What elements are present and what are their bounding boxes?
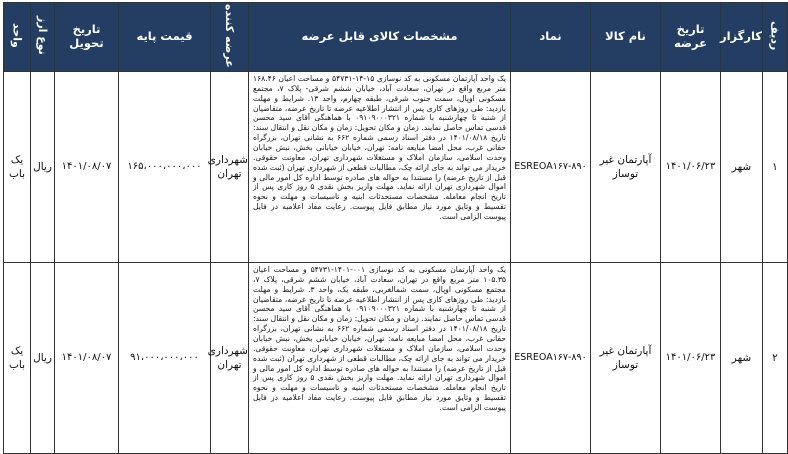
header-unit: واحد [4, 3, 31, 72]
cell-row-no: ۱ [763, 72, 788, 263]
cell-row-no: ۲ [763, 263, 788, 454]
table-row [4, 72, 788, 263]
cell-product-name: آپارتمان غیر توساز [591, 263, 661, 454]
cell-agent: شهر [721, 263, 763, 454]
cell-specs: یک واحد آپارتمان مسکونی به کد نوسازی ۱۵-۱۴-۵۴۷۳۱ و مساحت اعیان ۱۶۸.۴۶ متر مربع واقع در تهران، سعادت آباد، خیابان ششم شرقی- پلاک ۷، مجتمع مسکونی اوپال، سمت جنوب شرقی، طبقه چهارم، واحد ۱۳. شرایط و مهلت بازدید: طی روزهای کاری پس از انتشار اطلاعیه عرضه تا تاریخ عرضه، متقاضیان از شنبه تا چهارشنبه با شماره ۰۹۱۰۹۰۰۰۳۲۱ با هماهنگی آقای سید محسن قدسی تماس حاصل نمایند. زمان و مکان تحویل: زمان و مکان نقل و انتقال سند: تاریخ ۱۴۰۱/۰۸/۱۸ در دفتر اسناد رسمی شماره ۶۶۲ به نشانی تهران، بزرگراه حقانی غرب، محل امضا مبایعه نامه: تهران، خیابان خیابانی بخش، نبش خیابان وحدت اسلامی، سازمان املاک و مستغلات شهرداری تهران، معاونت حقوقی. خریدار می تواند به جای ارائه چک، مطالبات قطعی از شهرداری تهران (ثبت شده قبل از تاریخ عرضه) را مستندا به حواله های صادره توسط اداره کل امور مالی و اموال شهرداری تهران ارائه نماید. مهلت واریز بخش نقدی ۵ روز کاری پس از تاریخ انجام معامله. مشخصات مستحدثات ابنیه و تاسیسات و مهلت و نحوه تقسیط و وثایق مورد نیاز مطابق فایل پیوست. رعایت مفاد اعلامیه در فایل پیوست الزامی است. [249, 72, 511, 263]
header-specs: مشخصات کالای قابل عرضه [249, 3, 511, 72]
header-product-name: نام کالا [591, 3, 661, 72]
header-offer-date: تاریخ عرضه [661, 3, 721, 72]
header-agent: کارگزار [721, 3, 763, 72]
header-supplier: عرضه کننده [211, 3, 249, 72]
cell-unit: یک باب [4, 72, 31, 263]
header-base-price: قیمت پایه [119, 3, 211, 72]
cell-supplier: شهرداری تهران [211, 72, 249, 263]
offer-table-container [3, 2, 782, 452]
cell-base-price: ۱۶۵،۰۰۰،۰۰۰،۰۰۰ [119, 72, 211, 263]
cell-base-price: ۹۱،۰۰۰،۰۰۰،۰۰۰ [119, 263, 211, 454]
header-row-no: ردیف [763, 3, 788, 72]
table-header-row [4, 3, 788, 72]
cell-agent: شهر [721, 72, 763, 263]
header-delivery-date: تاریخ تحویل [55, 3, 119, 72]
header-currency-type: نوع ارز [31, 3, 55, 72]
cell-delivery-date: ۱۴۰۱/۰۸/۰۷ [55, 263, 119, 454]
cell-offer-date: ۱۴۰۱/۰۶/۲۳ [661, 263, 721, 454]
cell-delivery-date: ۱۴۰۱/۰۸/۰۷ [55, 72, 119, 263]
cell-specs: یک واحد آپارتمان مسکونی به کد نوسازی ۰۰۱-۱۴۰۱-۵۴۷۳۱ و مساحت اعیان ۱۰۵.۳۵ متر مربع واقع در تهران، سعادت آباد، خیابان ششم شرقی، پلاک ۷، مجتمع مسکونی اوپال، سمت شمالغربی، طبقه یک، واحد ۳. شرایط و مهلت بازدید: طی روزهای کاری پس از انتشار اطلاعیه عرضه تا تاریخ عرضه، متقاضیان از شنبه تا چهارشنبه با شماره ۰۹۱۰۹۰۰۰۳۲۱ با هماهنگی آقای سید محسن قدسی تماس حاصل نمایند. زمان و مکان تحویل: زمان و مکان نقل و انتقال سند: تاریخ ۱۴۰۱/۰۸/۱۸ در دفتر اسناد رسمی شماره ۶۶۲ به نشانی تهران، بزرگراه حقانی غرب، محل امضا مبایعه نامه: تهران، خیابان خیابانی بخش، نبش خیابان وحدت اسلامی، سازمان املاک و مستغلات شهرداری تهران، معاونت حقوقی. خریدار می تواند به جای ارائه چک، مطالبات قطعی از شهرداری تهران (ثبت شده قبل از تاریخ عرضه) را مستندا به حواله های صادره توسط اداره کل امور مالی و اموال شهرداری تهران ارائه نماید. مهلت واریز بخش نقدی ۵ روز کاری پس از تاریخ انجام معامله. مشخصات مستحدثات ابنیه و تاسیسات و مهلت و نحوه تقسیط و وثایق مورد نیاز مطابق فایل پیوست. رعایت مفاد اعلامیه در فایل پیوست الزامی است. [249, 263, 511, 454]
cell-symbol: ESREOA۱۶۷-۸۹۰ [511, 263, 591, 454]
offer-table [3, 2, 788, 454]
cell-currency-type: ریال [31, 263, 55, 454]
cell-product-name: آپارتمان غیر توساز [591, 72, 661, 263]
table-row [4, 263, 788, 454]
cell-currency-type: ریال [31, 72, 55, 263]
cell-offer-date: ۱۴۰۱/۰۶/۲۳ [661, 72, 721, 263]
header-symbol: نماد [511, 3, 591, 72]
cell-supplier: شهرداری تهران [211, 263, 249, 454]
cell-unit: یک باب [4, 263, 31, 454]
cell-symbol: ESREOA۱۶۷-۸۹۰ [511, 72, 591, 263]
